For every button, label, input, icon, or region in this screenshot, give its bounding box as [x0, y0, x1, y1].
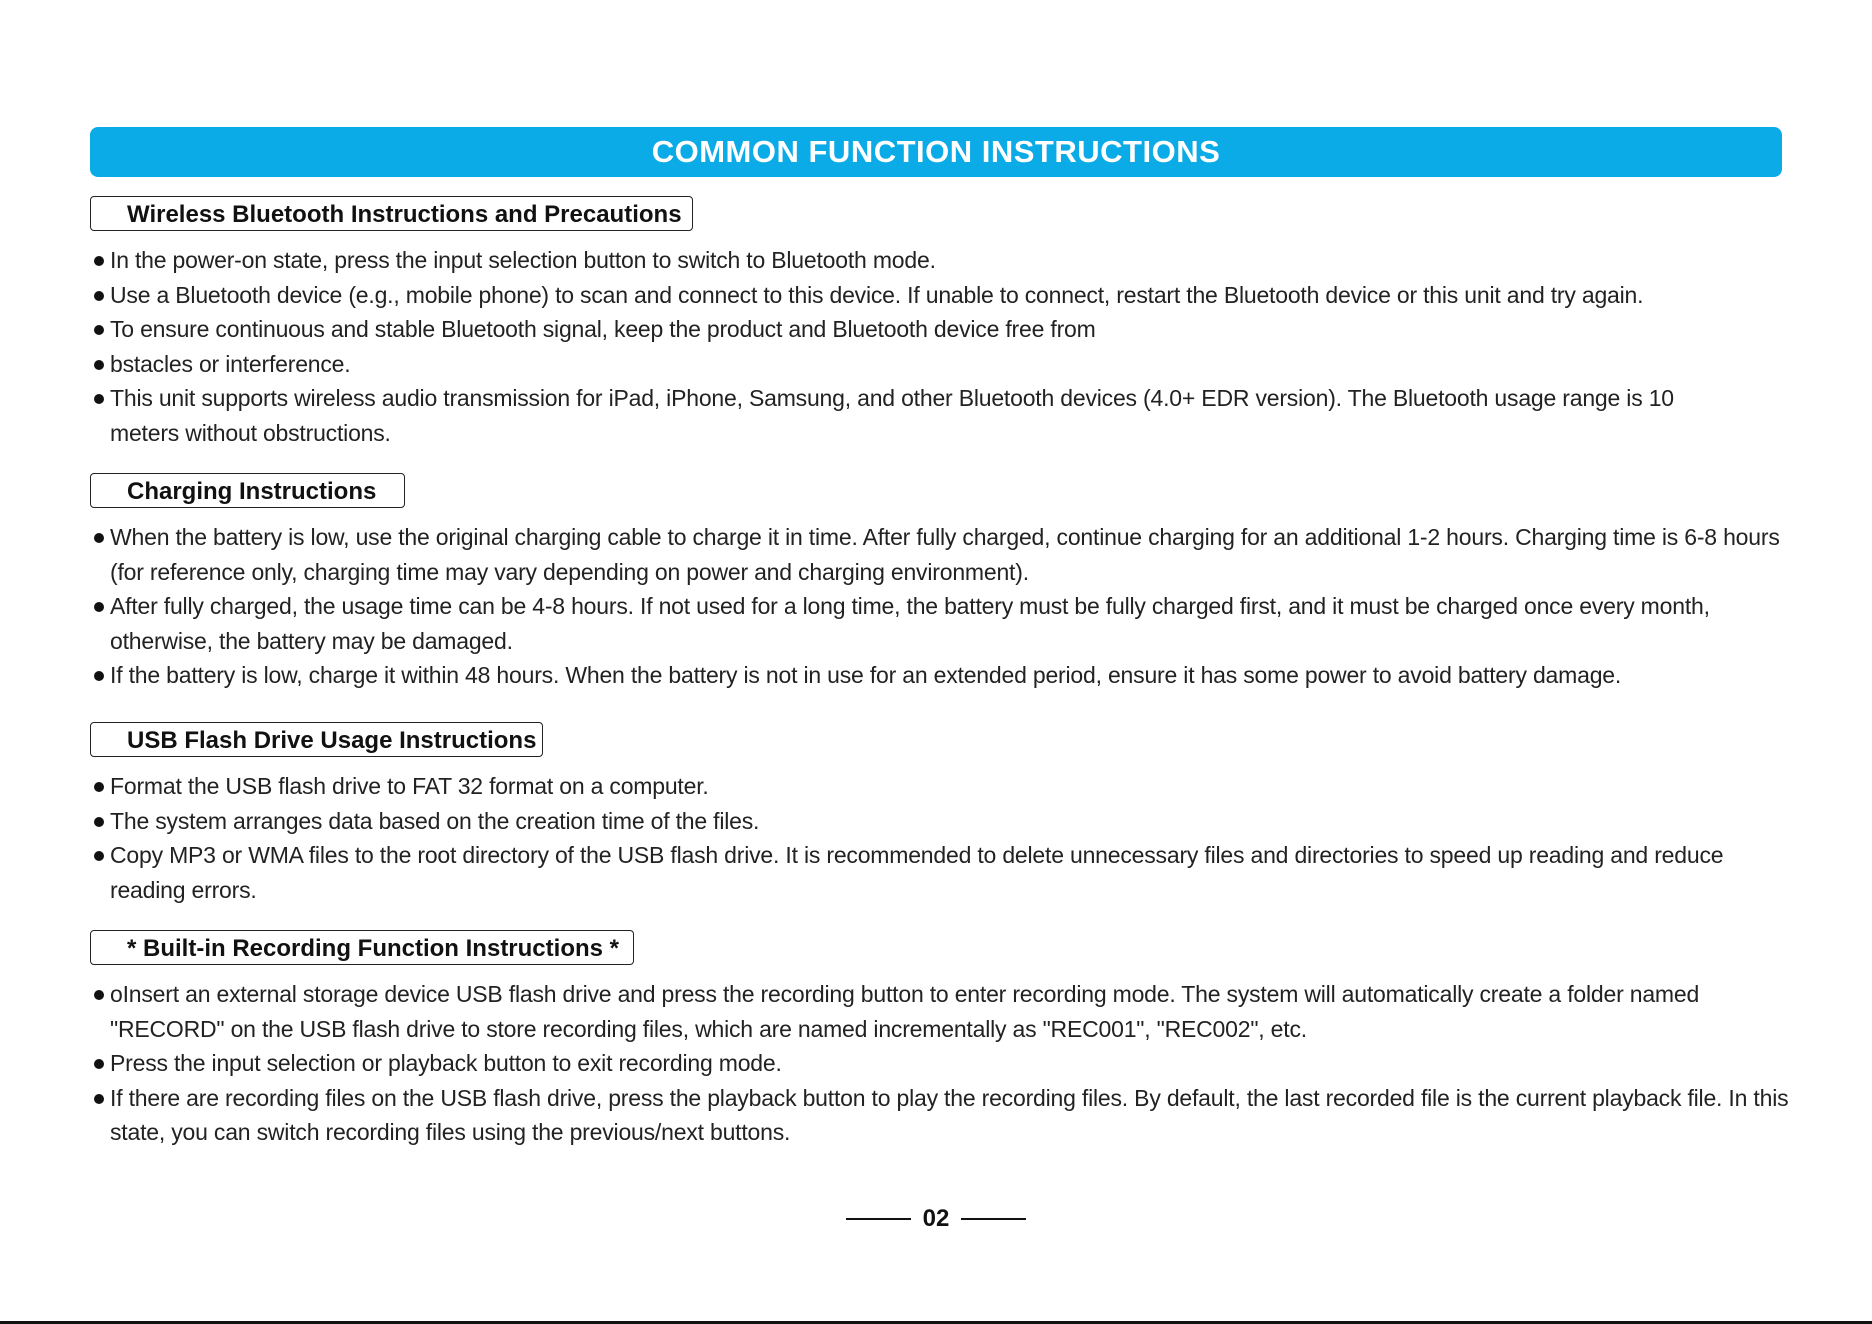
- section-charging: [90, 473, 1790, 693]
- bullet-list: [90, 520, 1790, 693]
- list-item: If the battery is low, charge it within 48 hours. When the battery is not in use for an extended period, ensure it has some power to avoid battery damage.: [90, 658, 1790, 693]
- list-item: After fully charged, the usage time can be 4-8 hours. If not used for a long time, the battery must be fully charged first, and it must be charged once every month, otherwise, the battery may be damaged.: [90, 589, 1790, 658]
- bullet-list: [90, 769, 1790, 907]
- page-number-rule-left: [846, 1218, 911, 1220]
- list-item: When the battery is low, use the original charging cable to charge it in time. After fully charged, continue charging for an additional 1-2 hours. Charging time is 6-8 hours (for reference only, charging time may vary depending on power and charging environment).: [90, 520, 1790, 589]
- list-item: Format the USB flash drive to FAT 32 format on a computer.: [90, 769, 1790, 804]
- section-heading: USB Flash Drive Usage Instructions: [90, 722, 543, 757]
- section-heading: Charging Instructions: [90, 473, 405, 508]
- bullet-list: [90, 977, 1790, 1150]
- section-bluetooth: [90, 196, 1790, 451]
- list-item: If there are recording files on the USB flash drive, press the playback button to play the recording files. By default, the last recorded file is the current playback file. In this state, you can switch recording files using the previous/next buttons.: [90, 1081, 1790, 1150]
- list-item: Copy MP3 or WMA files to the root directory of the USB flash drive. It is recommended to delete unnecessary files and directories to speed up reading and reduce reading errors.: [90, 838, 1790, 907]
- list-item: bstacles or interference.: [90, 347, 1790, 382]
- page-title-banner: [90, 127, 1782, 177]
- page-title: COMMON FUNCTION INSTRUCTIONS: [651, 134, 1221, 169]
- bullet-list: [90, 243, 1790, 451]
- list-item: To ensure continuous and stable Bluetooth signal, keep the product and Bluetooth device free from: [90, 312, 1790, 347]
- page-number-rule-right: [961, 1218, 1026, 1220]
- list-item: oInsert an external storage device USB flash drive and press the recording button to enter recording mode. The system will automatically create a folder named "RECORD" on the USB flash drive to store recording files, which are named incrementally as "REC001", "REC002", etc.: [90, 977, 1790, 1046]
- page-number-text: 02: [922, 1205, 950, 1232]
- list-item: In the power-on state, press the input selection button to switch to Bluetooth mode.: [90, 243, 1790, 278]
- list-item: This unit supports wireless audio transmission for iPad, iPhone, Samsung, and other Bluetooth devices (4.0+ EDR version). The Bluetooth usage range is 10 meters without obstructions.: [90, 381, 1790, 450]
- list-item: Use a Bluetooth device (e.g., mobile phone) to scan and connect to this device. If unable to connect, restart the Bluetooth device or this unit and try again.: [90, 278, 1790, 313]
- section-usb: [90, 722, 1790, 907]
- list-item: Press the input selection or playback button to exit recording mode.: [90, 1046, 1790, 1081]
- list-item: The system arranges data based on the creation time of the files.: [90, 804, 1790, 839]
- section-recording: [90, 930, 1790, 1150]
- section-heading: * Built-in Recording Function Instructions *: [90, 930, 634, 965]
- section-heading: Wireless Bluetooth Instructions and Precautions: [90, 196, 693, 231]
- page-number: [846, 1205, 1026, 1233]
